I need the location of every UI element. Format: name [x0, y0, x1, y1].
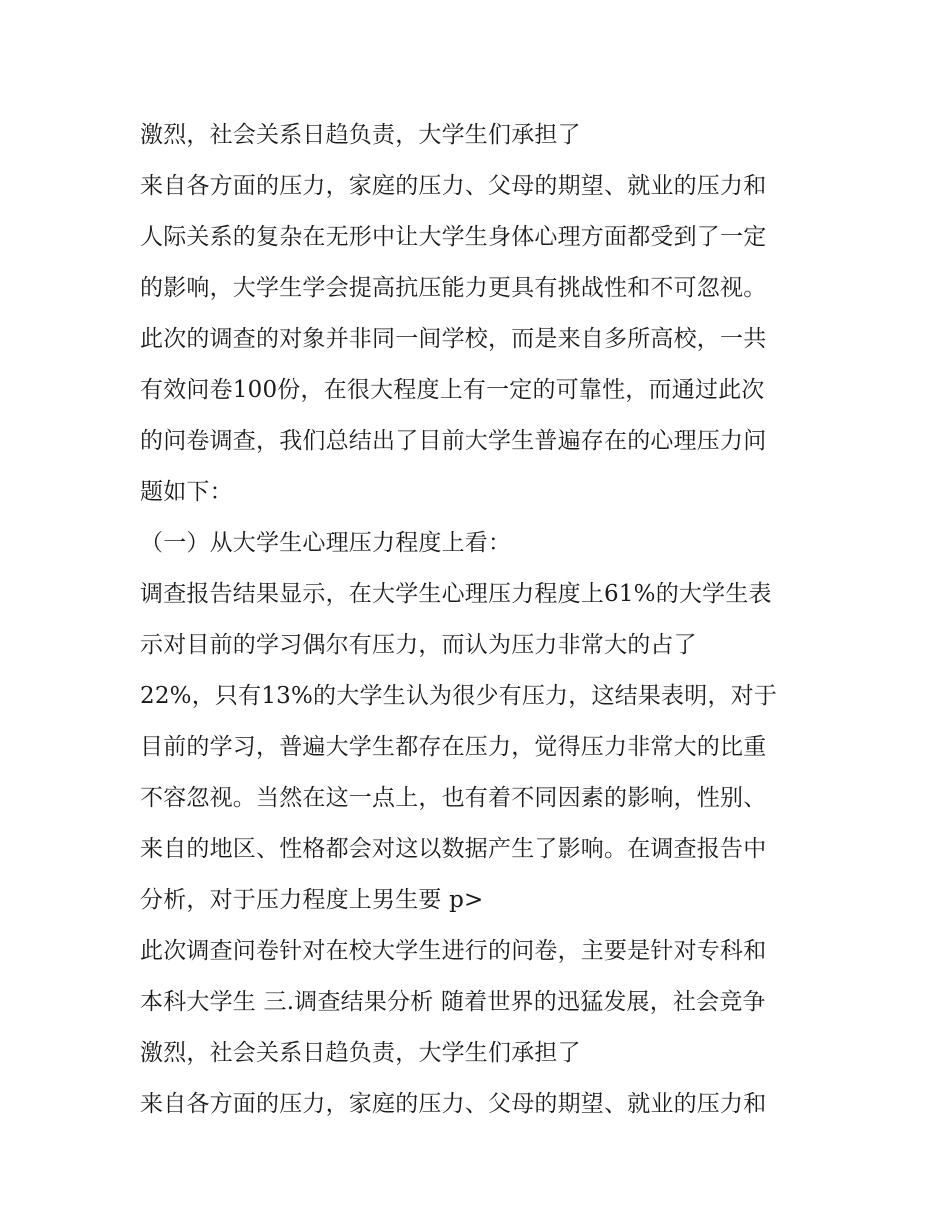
text-line: 激烈，社会关系日趋负责，大学生们承担了 [140, 122, 581, 148]
text-line: 人际关系的复杂在无形中让大学生身体心理方面都受到了一定 [140, 224, 767, 250]
text-line: 示对目前的学习偶尔有压力，而认为压力非常大的占了 [140, 632, 697, 658]
text-line: 来自的地区、性格都会对这以数据产生了影响。在调查报告中 [140, 836, 767, 862]
text-line: 本科大学生 三.调查结果分析 随着世界的迅猛发展，社会竞争 [140, 989, 766, 1015]
text-line: 的问卷调查，我们总结出了目前大学生普遍存在的心理压力问 [140, 428, 767, 454]
text-line: 来自各方面的压力，家庭的压力、父母的期望、就业的压力和 [140, 1091, 767, 1117]
text-line: 的影响，大学生学会提高抗压能力更具有挑战性和不可忽视。 [140, 275, 767, 301]
text-line: 目前的学习，普遍大学生都存在压力，觉得压力非常大的比重 [140, 734, 767, 760]
text-line: 题如下： [140, 479, 233, 505]
text-line: 22%，只有13%的大学生认为很少有压力，这结果表明，对于 [140, 683, 778, 709]
text-line: 不容忽视。当然在这一点上，也有着不同因素的影响，性别、 [140, 785, 767, 811]
text-line: 激烈，社会关系日趋负责，大学生们承担了 [140, 1040, 581, 1066]
body-text [140, 110, 820, 1130]
text-line: 此次调查问卷针对在校大学生进行的问卷，主要是针对专科和 [140, 938, 767, 964]
text-line: 调查报告结果显示，在大学生心理压力程度上61%的大学生表 [140, 581, 772, 607]
text-line: 分析，对于压力程度上男生要 p> [140, 887, 484, 913]
section-heading: （一）从大学生心理压力程度上看： [140, 530, 512, 556]
text-line: 有效问卷100份，在很大程度上有一定的可靠性，而通过此次 [140, 377, 765, 403]
text-line: 来自各方面的压力，家庭的压力、父母的期望、就业的压力和 [140, 173, 767, 199]
text-line: 此次的调查的对象并非同一间学校，而是来自多所高校，一共 [140, 326, 767, 352]
